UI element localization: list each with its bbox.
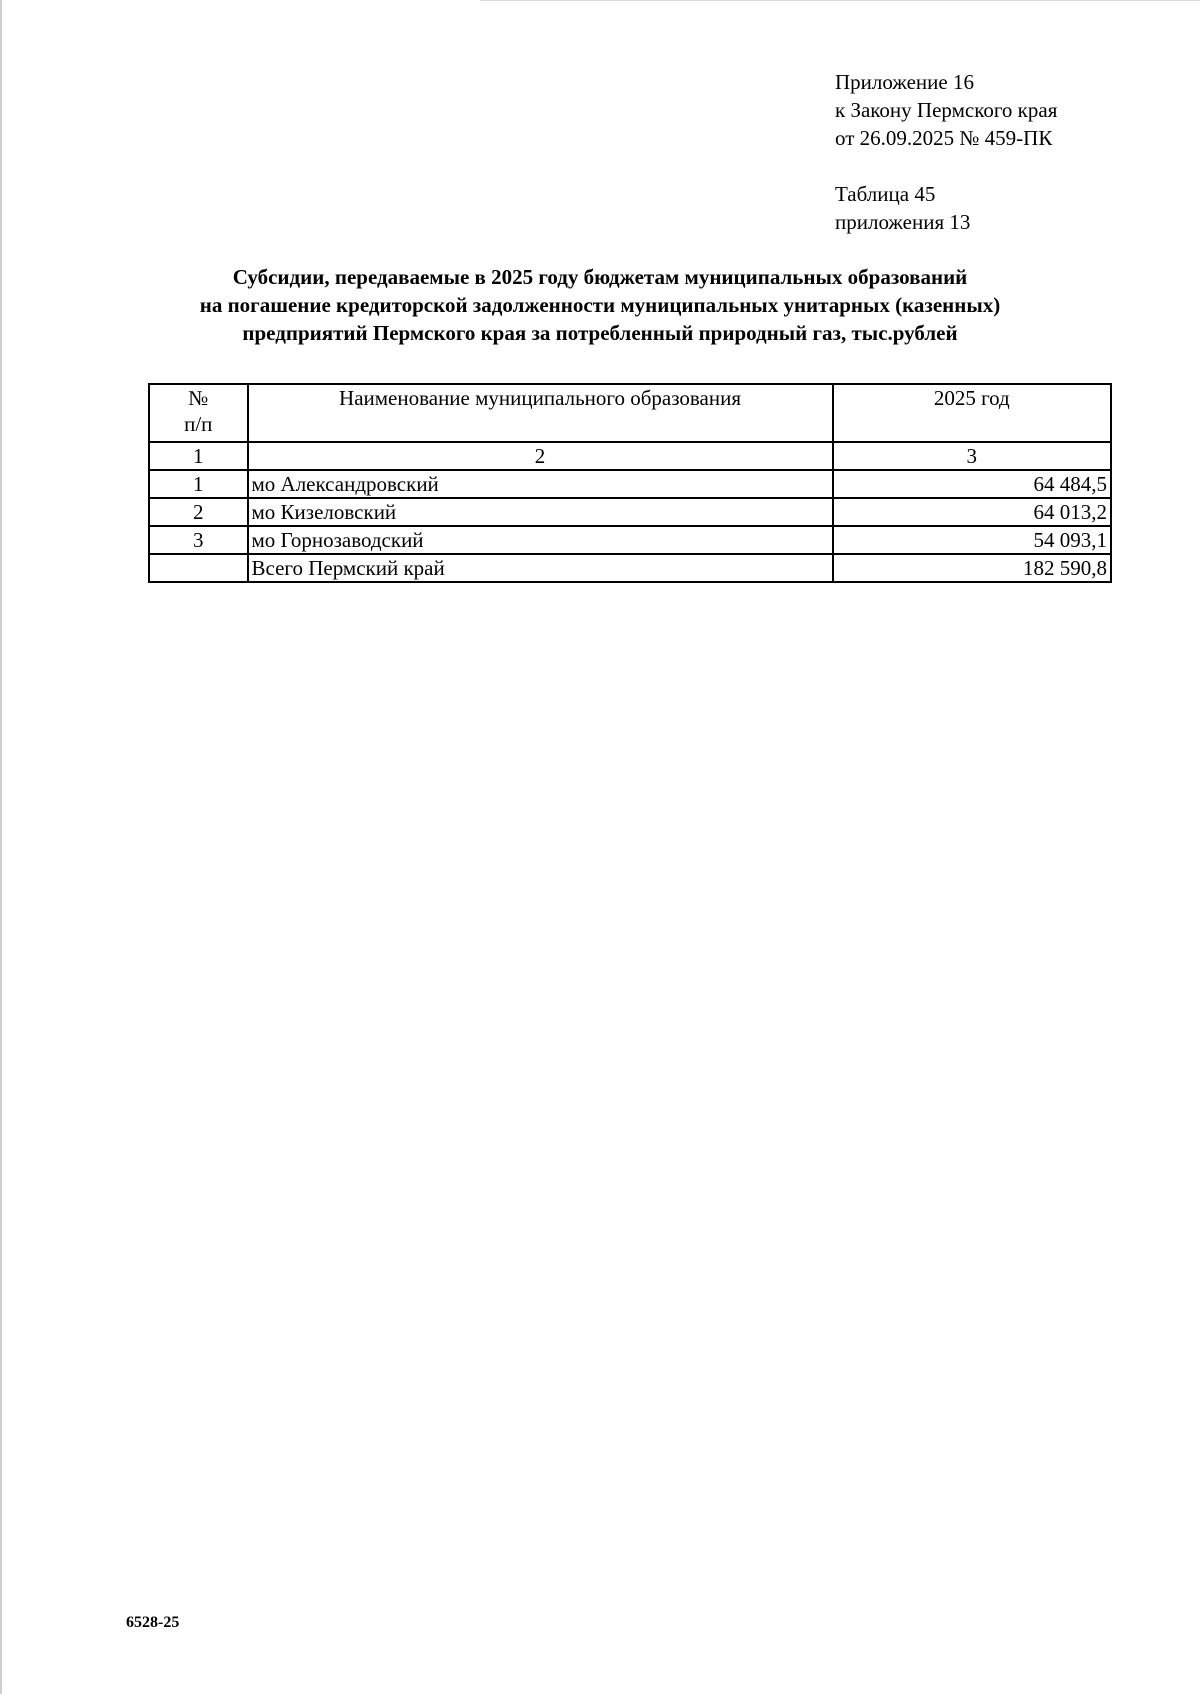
scan-edge-left (0, 0, 2, 1694)
header-num (149, 384, 248, 442)
row-value: 64 484,5 (833, 470, 1111, 498)
column-index-row (149, 442, 1111, 470)
table-row (149, 470, 1111, 498)
title-line-2: на погашение кредиторской задолженности муниципальных унитарных (казенных) (199, 293, 1001, 317)
header-year: 2025 год (833, 384, 1111, 442)
row-num: 3 (149, 526, 248, 554)
subsidy-table (148, 383, 1112, 583)
column-index-cell: 2 (248, 442, 833, 470)
row-name: мо Кизеловский (248, 498, 833, 526)
total-row (149, 554, 1111, 582)
row-num: 2 (149, 498, 248, 526)
column-index-cell: 1 (149, 442, 248, 470)
title-line-3: предприятий Пермского края за потребленный природный газ, тыс.рублей (242, 321, 958, 345)
appendix-line-3: от 26.09.2025 № 459-ПК (835, 126, 1053, 150)
header-name: Наименование муниципального образования (248, 384, 833, 442)
row-num: 1 (149, 470, 248, 498)
document-code: 6528-25 (126, 1614, 180, 1631)
appendix-line-1: Приложение 16 (835, 70, 974, 94)
header-num-line-2: п/п (184, 412, 213, 436)
table-ref-line-1: Таблица 45 (835, 182, 936, 206)
column-index-cell: 3 (833, 442, 1111, 470)
title-line-1: Субсидии, передаваемые в 2025 году бюджетам муниципальных образований (232, 265, 968, 289)
row-name: мо Александровский (248, 470, 833, 498)
table-reference (835, 180, 970, 236)
row-value: 54 093,1 (833, 526, 1111, 554)
scan-edge-top (480, 0, 1200, 1)
appendix-reference (835, 68, 1057, 152)
total-num (149, 554, 248, 582)
document-title (150, 263, 1050, 347)
row-name: мо Горнозаводский (248, 526, 833, 554)
table-ref-line-2: приложения 13 (835, 210, 971, 234)
table-row (149, 498, 1111, 526)
table-header-row (149, 384, 1111, 442)
appendix-line-2: к Закону Пермского края (835, 98, 1058, 122)
header-num-line-1: № (188, 386, 209, 410)
table-row (149, 526, 1111, 554)
total-value: 182 590,8 (833, 554, 1111, 582)
row-value: 64 013,2 (833, 498, 1111, 526)
total-name: Всего Пермский край (248, 554, 833, 582)
